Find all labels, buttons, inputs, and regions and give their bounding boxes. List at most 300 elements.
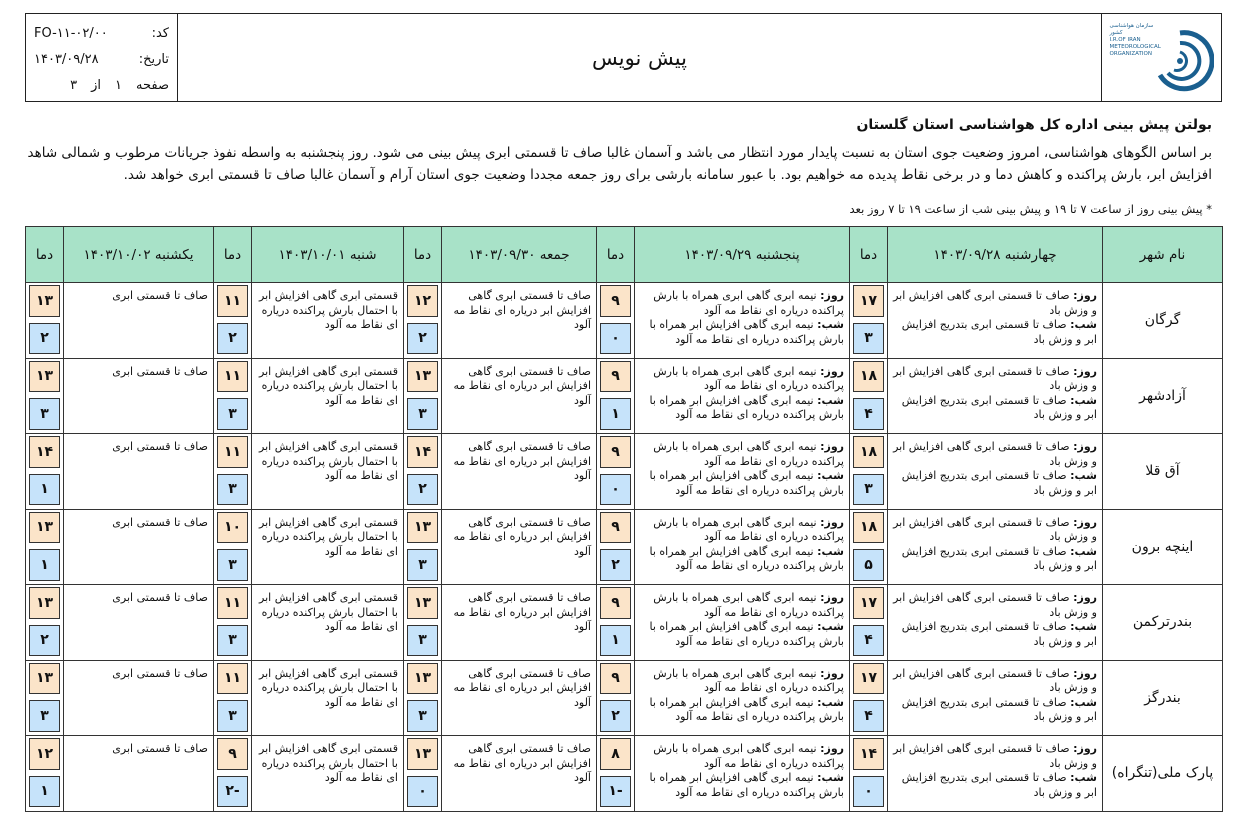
forecast-description: صاف تا قسمتی ابری: [64, 736, 214, 812]
temperature-cell: [26, 660, 64, 736]
max-temp: ۱۳: [29, 663, 60, 695]
night-forecast: [640, 394, 844, 423]
temperature-box: [404, 434, 441, 507]
forecast-description: قسمتی ابری گاهی افزایش ابر با احتمال بارش پراکنده دریاره ای نقاط مه آلود: [252, 660, 404, 736]
temperature-box: [850, 661, 887, 734]
temperature-box: [214, 359, 251, 432]
max-temp: ۱۳: [29, 587, 60, 619]
day-forecast-text: نیمه ابری گاهی ابری همراه با بارش پراکنده دریاره ای نقاط مه آلود: [653, 515, 844, 543]
temperature-cell: [597, 660, 635, 736]
temperature-box: [850, 736, 887, 809]
temperature-cell: [404, 509, 442, 585]
day-forecast-text: صاف تا قسمتی ابری گاهی افزایش ابر و وزش باد: [893, 666, 1097, 694]
col-day-header: پنجشنبه ۱۴۰۳/۰۹/۲۹: [635, 227, 850, 283]
col-temp-header: دما: [214, 227, 252, 283]
max-temp: ۱۸: [853, 361, 884, 393]
min-temp: ۳: [217, 625, 248, 657]
logo-swirl-icon: [1110, 19, 1214, 97]
temperature-box: [214, 585, 251, 658]
night-forecast-text: نیمه ابری گاهی افزایش ابر همراه با بارش پراکنده دریاره ای نقاط مه آلود: [649, 393, 844, 421]
day-forecast: [893, 591, 1097, 620]
bulletin-body: بر اساس الگوهای هواشناسی، امروز وضعیت جوی استان به نسبت پایدار مورد انتظار می باشد و آسمان غالبا صاف تا قسمتی ابری پیش بینی می شود. روز پنجشنبه به واسطه نفوذ جریانات مرطوب و شمالی شاهد افزایش ابر، بارش پراکنده و کاهش دما و در برخی نقاط پدیده مه خواهیم بود. با عبور سامانه بارشی برای روز جمعه مجددا وضعیت جوی استان آرام و آسمان غالبا صاف تا قسمتی ابری خواهد شد.: [27, 145, 1212, 183]
temperature-box: [26, 736, 63, 809]
day-forecast: [640, 365, 844, 394]
page-of-label: از: [91, 77, 102, 93]
temperature-cell: [850, 509, 888, 585]
night-forecast-text: صاف تا قسمتی ابری بتدریج افزایش ابر و وزش باد: [901, 318, 1097, 346]
min-temp: ۳: [407, 700, 438, 732]
temperature-box: [597, 283, 634, 356]
forecast-description: صاف تا قسمتی ابری گاهی افزایش ابر دریاره ای نقاط مه آلود: [442, 434, 597, 510]
forecast-description: [635, 509, 850, 585]
min-temp: ۴: [853, 625, 884, 657]
temperature-cell: [404, 283, 442, 359]
max-temp: ۱۳: [407, 587, 438, 619]
min-temp: ۴: [853, 700, 884, 732]
document-meta: [26, 14, 178, 101]
temperature-box: [26, 661, 63, 734]
day-forecast-text: صاف تا قسمتی ابری گاهی افزایش ابر و وزش باد: [893, 289, 1097, 317]
temperature-box: [597, 661, 634, 734]
min-temp: ۳: [29, 700, 60, 732]
forecast-description: قسمتی ابری گاهی افزایش ابر با احتمال بارش پراکنده دریاره ای نقاط مه آلود: [252, 434, 404, 510]
forecast-description: [635, 585, 850, 661]
night-label: شب:: [817, 771, 844, 784]
temperature-box: [404, 283, 441, 356]
col-day-header: یکشنبه ۱۴۰۳/۱۰/۰۲: [64, 227, 214, 283]
night-label: شب:: [817, 544, 844, 558]
night-forecast-text: نیمه ابری گاهی افزایش ابر همراه با بارش پراکنده دریاره ای نقاط مه آلود: [649, 544, 844, 572]
forecast-description: قسمتی ابری گاهی افزایش ابر با احتمال بارش پراکنده دریاره ای نقاط مه آلود: [252, 283, 404, 359]
temperature-box: [597, 434, 634, 507]
table-row: [26, 585, 1223, 661]
page-line: [34, 72, 169, 98]
night-label: شب:: [1070, 393, 1097, 407]
forecast-description: قسمتی ابری گاهی افزایش ابر با احتمال بارش پراکنده دریاره ای نقاط مه آلود: [252, 509, 404, 585]
forecast-description: [635, 736, 850, 812]
max-temp: ۱۳: [29, 361, 60, 393]
temperature-box: [597, 585, 634, 658]
logo-cell: [1101, 14, 1221, 101]
temperature-box: [214, 283, 251, 356]
page-number: ۱: [115, 77, 123, 93]
day-forecast-text: صاف تا قسمتی ابری گاهی افزایش ابر و وزش باد: [893, 364, 1097, 392]
day-forecast-text: صاف تا قسمتی ابری گاهی افزایش ابر و وزش باد: [893, 591, 1097, 619]
min-temp: ۳: [29, 398, 60, 430]
temperature-cell: [597, 358, 635, 434]
day-label: روز:: [820, 440, 844, 453]
night-forecast-text: نیمه ابری گاهی افزایش ابر همراه با بارش پراکنده دریاره ای نقاط مه آلود: [649, 469, 844, 497]
day-label: روز:: [1073, 742, 1097, 755]
max-temp: ۱۳: [407, 738, 438, 770]
temperature-box: [214, 736, 251, 809]
day-forecast: [640, 591, 844, 620]
forecast-description: صاف تا قسمتی ابری: [64, 585, 214, 661]
day-forecast: [893, 516, 1097, 545]
night-forecast-text: نیمه ابری گاهی افزایش ابر همراه با بارش پراکنده دریاره ای نقاط مه آلود: [649, 695, 844, 723]
max-temp: ۹: [600, 587, 631, 619]
temperature-box: [26, 434, 63, 507]
forecast-description: صاف تا قسمتی ابری گاهی افزایش ابر دریاره ای نقاط مه آلود: [442, 736, 597, 812]
forecast-table: [25, 226, 1223, 812]
city-name: آق قلا: [1103, 434, 1223, 510]
min-temp: ۲: [217, 323, 248, 355]
day-forecast: [893, 742, 1097, 771]
temperature-box: [214, 434, 251, 507]
max-temp: ۱۳: [29, 512, 60, 544]
forecast-description: [888, 283, 1103, 359]
min-temp: ۲: [29, 625, 60, 657]
max-temp: ۱۷: [853, 663, 884, 695]
temperature-cell: [404, 660, 442, 736]
temperature-box: [26, 359, 63, 432]
temperature-cell: [404, 434, 442, 510]
night-label: شب:: [817, 469, 844, 482]
temperature-box: [850, 585, 887, 658]
table-row: [26, 434, 1223, 510]
max-temp: ۱۳: [407, 512, 438, 544]
day-label: روز:: [1073, 289, 1097, 302]
code-label: کد:: [151, 25, 169, 41]
temperature-cell: [26, 736, 64, 812]
temperature-cell: [597, 585, 635, 661]
max-temp: ۱۴: [853, 738, 884, 770]
forecast-description: صاف تا قسمتی ابری گاهی افزایش ابر دریاره ای نقاط مه آلود: [442, 660, 597, 736]
temperature-cell: [214, 509, 252, 585]
temperature-box: [404, 585, 441, 658]
night-forecast: [893, 771, 1097, 800]
temperature-box: [597, 736, 634, 809]
temperature-box: [26, 510, 63, 583]
temperature-box: [214, 510, 251, 583]
night-label: شب:: [1070, 695, 1097, 709]
day-label: روز:: [1073, 666, 1097, 680]
page-label: صفحه: [136, 77, 169, 93]
day-forecast-text: نیمه ابری گاهی ابری همراه با بارش پراکنده دریاره ای نقاط مه آلود: [653, 666, 844, 694]
night-forecast-text: صاف تا قسمتی ابری بتدریج افزایش ابر و وزش باد: [901, 469, 1097, 497]
min-temp: ۰: [600, 474, 631, 506]
temperature-cell: [214, 283, 252, 359]
temperature-cell: [597, 434, 635, 510]
min-temp: ۳: [217, 700, 248, 732]
night-forecast-text: صاف تا قسمتی ابری بتدریج افزایش ابر و وزش باد: [901, 695, 1097, 723]
min-temp: -۱: [600, 776, 631, 808]
col-temp-header: دما: [26, 227, 64, 283]
forecast-description: [888, 660, 1103, 736]
max-temp: ۸: [600, 738, 631, 770]
day-label: روز:: [1073, 364, 1097, 378]
temperature-box: [850, 434, 887, 507]
min-temp: ۲: [600, 549, 631, 581]
forecast-description: [888, 736, 1103, 812]
temperature-box: [26, 283, 63, 356]
max-temp: ۹: [600, 512, 631, 544]
max-temp: ۱۳: [29, 285, 60, 317]
temperature-cell: [850, 434, 888, 510]
min-temp: ۰: [407, 776, 438, 808]
min-temp: ۳: [407, 549, 438, 581]
page-total: ۳: [70, 77, 78, 93]
day-forecast-text: نیمه ابری گاهی ابری همراه با بارش پراکنده دریاره ای نقاط مه آلود: [653, 364, 844, 392]
min-temp: ۰: [600, 323, 631, 355]
day-forecast-text: نیمه ابری گاهی ابری همراه با بارش پراکنده دریاره ای نقاط مه آلود: [653, 591, 844, 619]
night-forecast: [640, 696, 844, 725]
night-forecast: [640, 318, 844, 347]
forecast-description: قسمتی ابری گاهی افزایش ابر با احتمال بارش پراکنده دریاره ای نقاط مه آلود: [252, 585, 404, 661]
night-forecast: [893, 469, 1097, 498]
max-temp: ۱۳: [407, 361, 438, 393]
max-temp: ۱۲: [407, 285, 438, 317]
forecast-description: [888, 509, 1103, 585]
night-label: شب:: [817, 318, 844, 331]
day-forecast: [640, 440, 844, 469]
temperature-cell: [26, 585, 64, 661]
day-forecast-text: صاف تا قسمتی ابری گاهی افزایش ابر و وزش باد: [893, 515, 1097, 543]
night-label: شب:: [1070, 771, 1097, 784]
temperature-cell: [850, 358, 888, 434]
max-temp: ۱۴: [29, 436, 60, 468]
max-temp: ۱۱: [217, 361, 248, 393]
day-forecast: [893, 667, 1097, 696]
temperature-cell: [404, 585, 442, 661]
min-temp: ۱: [600, 625, 631, 657]
max-temp: ۱۱: [217, 436, 248, 468]
min-temp: ۰: [853, 776, 884, 808]
meteorological-organization-logo: [1110, 19, 1214, 97]
night-forecast: [640, 771, 844, 800]
night-forecast: [893, 696, 1097, 725]
temperature-cell: [850, 660, 888, 736]
col-city-header: نام شهر: [1103, 227, 1223, 283]
night-forecast-text: صاف تا قسمتی ابری بتدریج افزایش ابر و وزش باد: [901, 771, 1097, 799]
table-row: [26, 736, 1223, 812]
max-temp: ۱۱: [217, 663, 248, 695]
forecast-description: قسمتی ابری گاهی افزایش ابر با احتمال بارش پراکنده دریاره ای نقاط مه آلود: [252, 736, 404, 812]
col-day-header: چهارشنبه ۱۴۰۳/۰۹/۲۸: [888, 227, 1103, 283]
min-temp: ۳: [217, 549, 248, 581]
temperature-box: [404, 736, 441, 809]
day-forecast: [893, 365, 1097, 394]
min-temp: ۱: [29, 776, 60, 808]
night-label: شب:: [1070, 620, 1097, 633]
max-temp: ۹: [600, 663, 631, 695]
day-forecast: [640, 516, 844, 545]
temperature-cell: [850, 283, 888, 359]
temperature-cell: [214, 660, 252, 736]
day-forecast: [640, 289, 844, 318]
night-forecast-text: صاف تا قسمتی ابری بتدریج افزایش ابر و وزش باد: [901, 544, 1097, 572]
day-forecast: [893, 440, 1097, 469]
temperature-cell: [26, 283, 64, 359]
min-temp: ۲: [29, 323, 60, 355]
logo-text: سازمان هواشناسی کشور I.R.OF IRAN METEOROLOGICAL ORGANIZATION: [1109, 22, 1161, 57]
temperature-cell: [597, 736, 635, 812]
min-temp: ۳: [217, 474, 248, 506]
min-temp: ۳: [407, 398, 438, 430]
forecast-description: [635, 283, 850, 359]
night-forecast: [893, 394, 1097, 423]
day-forecast-text: صاف تا قسمتی ابری گاهی افزایش ابر و وزش باد: [893, 440, 1097, 468]
night-label: شب:: [817, 695, 844, 709]
bulletin-title: بولتن پیش بینی اداره کل هواشناسی استان گلستان: [856, 117, 1212, 133]
table-row: [26, 283, 1223, 359]
temperature-box: [597, 359, 634, 432]
max-temp: ۱۰: [217, 512, 248, 544]
day-forecast-text: نیمه ابری گاهی ابری همراه با بارش پراکنده دریاره ای نقاط مه آلود: [653, 742, 844, 770]
temperature-cell: [214, 585, 252, 661]
day-label: روز:: [1073, 515, 1097, 529]
temperature-box: [26, 585, 63, 658]
temperature-box: [404, 510, 441, 583]
night-forecast-text: نیمه ابری گاهی افزایش ابر همراه با بارش پراکنده دریاره ای نقاط مه آلود: [649, 318, 844, 346]
day-label: روز:: [1073, 440, 1097, 453]
night-label: شب:: [1070, 544, 1097, 558]
night-forecast: [893, 545, 1097, 574]
night-forecast: [893, 318, 1097, 347]
max-temp: ۹: [600, 436, 631, 468]
max-temp: ۹: [600, 361, 631, 393]
temperature-cell: [214, 358, 252, 434]
temperature-box: [214, 661, 251, 734]
night-forecast: [640, 620, 844, 649]
night-label: شب:: [817, 393, 844, 407]
max-temp: ۱۴: [407, 436, 438, 468]
min-temp: ۲: [407, 323, 438, 355]
table-row: [26, 509, 1223, 585]
temperature-cell: [850, 736, 888, 812]
night-label: شب:: [1070, 469, 1097, 482]
code-line: [34, 20, 169, 46]
city-name: پارک ملی(تنگراه): [1103, 736, 1223, 812]
min-temp: ۳: [407, 625, 438, 657]
day-label: روز:: [820, 742, 844, 755]
forecast-description: صاف تا قسمتی ابری: [64, 509, 214, 585]
city-name: بندرگز: [1103, 660, 1223, 736]
temperature-cell: [404, 736, 442, 812]
forecast-description: صاف تا قسمتی ابری گاهی افزایش ابر دریاره ای نقاط مه آلود: [442, 283, 597, 359]
night-forecast-text: صاف تا قسمتی ابری بتدریج افزایش ابر و وزش باد: [901, 620, 1097, 648]
day-forecast-text: صاف تا قسمتی ابری گاهی افزایش ابر و وزش باد: [893, 742, 1097, 770]
forecast-description: صاف تا قسمتی ابری: [64, 434, 214, 510]
max-temp: ۱۸: [853, 512, 884, 544]
min-temp: ۳: [853, 474, 884, 506]
temperature-cell: [404, 358, 442, 434]
temperature-cell: [26, 434, 64, 510]
code-value: FO-۱۱-۰۲/۰۰: [34, 25, 108, 41]
temperature-cell: [597, 509, 635, 585]
max-temp: ۹: [600, 285, 631, 317]
forecast-description: [888, 434, 1103, 510]
forecast-description: صاف تا قسمتی ابری: [64, 358, 214, 434]
night-label: شب:: [817, 620, 844, 633]
night-forecast: [640, 469, 844, 498]
night-forecast: [893, 620, 1097, 649]
day-label: روز:: [820, 591, 844, 604]
col-temp-header: دما: [850, 227, 888, 283]
forecast-description: [635, 358, 850, 434]
temperature-cell: [597, 283, 635, 359]
max-temp: ۱۱: [217, 587, 248, 619]
min-temp: ۴: [853, 398, 884, 430]
min-temp: ۳: [853, 323, 884, 355]
forecast-description: صاف تا قسمتی ابری گاهی افزایش ابر دریاره ای نقاط مه آلود: [442, 509, 597, 585]
temperature-box: [850, 510, 887, 583]
forecast-description: صاف تا قسمتی ابری: [64, 660, 214, 736]
temperature-cell: [26, 509, 64, 585]
temperature-cell: [214, 434, 252, 510]
temperature-box: [597, 510, 634, 583]
forecast-description: صاف تا قسمتی ابری گاهی افزایش ابر دریاره ای نقاط مه آلود: [442, 358, 597, 434]
max-temp: ۱۲: [29, 738, 60, 770]
forecast-time-note: * پیش بینی روز از ساعت ۷ تا ۱۹ و پیش بینی شب از ساعت ۱۹ تا ۷ روز بعد: [849, 202, 1212, 216]
forecast-description: [888, 585, 1103, 661]
forecast-description: قسمتی ابری گاهی افزایش ابر با احتمال بارش پراکنده دریاره ای نقاط مه آلود: [252, 358, 404, 434]
col-day-header: شنبه ۱۴۰۳/۱۰/۰۱: [252, 227, 404, 283]
night-forecast-text: نیمه ابری گاهی افزایش ابر همراه با بارش پراکنده دریاره ای نقاط مه آلود: [649, 620, 844, 648]
forecast-description: صاف تا قسمتی ابری: [64, 283, 214, 359]
temperature-cell: [214, 736, 252, 812]
temperature-cell: [26, 358, 64, 434]
day-label: روز:: [1073, 591, 1097, 604]
max-temp: ۱۳: [407, 663, 438, 695]
forecast-description: [635, 660, 850, 736]
day-forecast-text: نیمه ابری گاهی ابری همراه با بارش پراکنده دریاره ای نقاط مه آلود: [653, 289, 844, 317]
min-temp: ۱: [600, 398, 631, 430]
max-temp: ۱۱: [217, 285, 248, 317]
city-name: گرگان: [1103, 283, 1223, 359]
temperature-box: [850, 359, 887, 432]
min-temp: ۱: [29, 474, 60, 506]
table-header-row: [26, 227, 1223, 283]
day-label: روز:: [820, 515, 844, 529]
temperature-box: [850, 283, 887, 356]
forecast-description: [635, 434, 850, 510]
temperature-box: [404, 661, 441, 734]
min-temp: ۳: [217, 398, 248, 430]
day-forecast-text: نیمه ابری گاهی ابری همراه با بارش پراکنده دریاره ای نقاط مه آلود: [653, 440, 844, 468]
night-forecast-text: نیمه ابری گاهی افزایش ابر همراه با بارش پراکنده دریاره ای نقاط مه آلود: [649, 771, 844, 799]
table-row: [26, 358, 1223, 434]
day-label: روز:: [820, 289, 844, 302]
temperature-box: [404, 359, 441, 432]
col-temp-header: دما: [404, 227, 442, 283]
min-temp: ۵: [853, 549, 884, 581]
min-temp: -۲: [217, 776, 248, 808]
night-label: شب:: [1070, 318, 1097, 331]
day-forecast: [893, 289, 1097, 318]
date-value: ۱۴۰۳/۰۹/۲۸: [34, 51, 99, 67]
day-forecast: [640, 742, 844, 771]
night-forecast-text: صاف تا قسمتی ابری بتدریج افزایش ابر و وزش باد: [901, 393, 1097, 421]
col-day-header: جمعه ۱۴۰۳/۰۹/۳۰: [442, 227, 597, 283]
document-title: پیش نویس: [592, 45, 687, 70]
temperature-cell: [850, 585, 888, 661]
min-temp: ۱: [29, 549, 60, 581]
table-row: [26, 660, 1223, 736]
date-label: تاریخ:: [138, 51, 169, 67]
city-name: بندرترکمن: [1103, 585, 1223, 661]
min-temp: ۲: [600, 700, 631, 732]
date-line: [34, 46, 169, 72]
min-temp: ۲: [407, 474, 438, 506]
day-forecast: [640, 667, 844, 696]
city-name: اینچه برون: [1103, 509, 1223, 585]
city-name: آزادشهر: [1103, 358, 1223, 434]
forecast-description: صاف تا قسمتی ابری گاهی افزایش ابر دریاره ای نقاط مه آلود: [442, 585, 597, 661]
day-label: روز:: [820, 666, 844, 680]
max-temp: ۱۸: [853, 436, 884, 468]
max-temp: ۹: [217, 738, 248, 770]
